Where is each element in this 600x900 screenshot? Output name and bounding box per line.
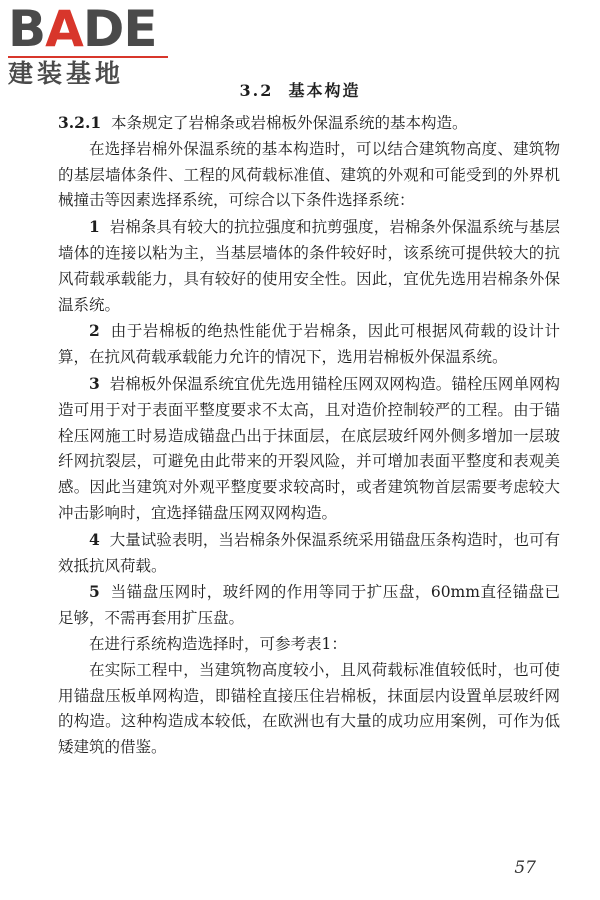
item-text: 当锚盘压网时，玻纤网的作用等同于扩压盘，60mm直径锚盘已足够，不需再套用扩压盘。 — [58, 583, 560, 628]
item-text: 岩棉板外保温系统宜优先选用锚栓压网双网构造。锚栓压网单网构造可用于对于表面平整度要求不太高，且对造价控制较严的工程。由于锚栓压网施工时易造成锚盘凸出于抹面层，在底层玻纤网外侧多增加一层玻纤网抗裂层，可避免由此带来的开裂风险，并可增加表面平整度和表观美感。因此当建筑对外观平整度要求较高时，或者建筑物首层需要考虑较大冲击影响时，宜选择锚盘压网双网构造。 — [58, 374, 560, 522]
item-number: 4 — [89, 529, 100, 549]
list-item — [58, 214, 560, 318]
section-heading — [0, 78, 600, 101]
page-body — [58, 110, 560, 761]
logo-subtitle: 建装基地 — [8, 59, 125, 88]
section-number: 3.2 — [239, 81, 274, 100]
page-number: 57 — [514, 858, 536, 878]
list-item — [58, 527, 560, 580]
item-text: 由于岩棉板的绝热性能优于岩棉条，因此可根据风荷载的设计计算，在抗风荷载承载能力允许的情况下，选用岩棉板外保温系统。 — [58, 322, 560, 367]
clause-number: 3.2.1 — [58, 113, 102, 132]
section-title: 基本构造 — [288, 81, 361, 100]
list-item — [58, 579, 560, 632]
closing-paragraph: 在实际工程中，当建筑物高度较小，且风荷载标准值较低时，也可使用锚盘压板单网构造，即锚栓直接压住岩棉板，抹面层内设置单层玻纤网的构造。这种构造成本较低，在欧洲也有大量的成功应用案例，可作为低矮建筑的借鉴。 — [58, 660, 560, 757]
item-number: 2 — [89, 321, 100, 341]
logo-mark — [8, 0, 178, 58]
item-number: 5 — [89, 582, 100, 602]
clause-text: 本条规定了岩棉条或岩棉板外保温系统的基本构造。 — [111, 114, 468, 132]
table-reference-paragraph: 在进行系统构造选择时，可参考表1： — [89, 634, 347, 653]
clause-paragraph — [58, 110, 560, 137]
logo-mark-text: BADE — [8, 0, 157, 58]
item-text: 大量试验表明，当岩棉条外保温系统采用锚盘压条构造时，也可有效抵抗风荷载。 — [58, 530, 560, 575]
intro-paragraph: 在选择岩棉外保温系统的基本构造时，可以结合建筑物高度、建筑物的基层墙体条件、工程的风荷载标准值、建筑的外观和可能受到的外界机械撞击等因素选择系统，可综合以下条件选择系统： — [58, 139, 560, 210]
list-item — [58, 371, 560, 527]
item-text: 岩棉条具有较大的抗拉强度和抗剪强度，岩棉条外保温系统与基层墙体的连接以粘为主，当基层墙体的条件较好时，该系统可提供较大的抗风荷载承载能力，具有较好的使用安全性。因此，宜优先选用岩棉条外保温系统。 — [58, 218, 560, 314]
list-item — [58, 318, 560, 371]
item-number: 1 — [89, 217, 100, 237]
item-number: 3 — [89, 373, 100, 393]
